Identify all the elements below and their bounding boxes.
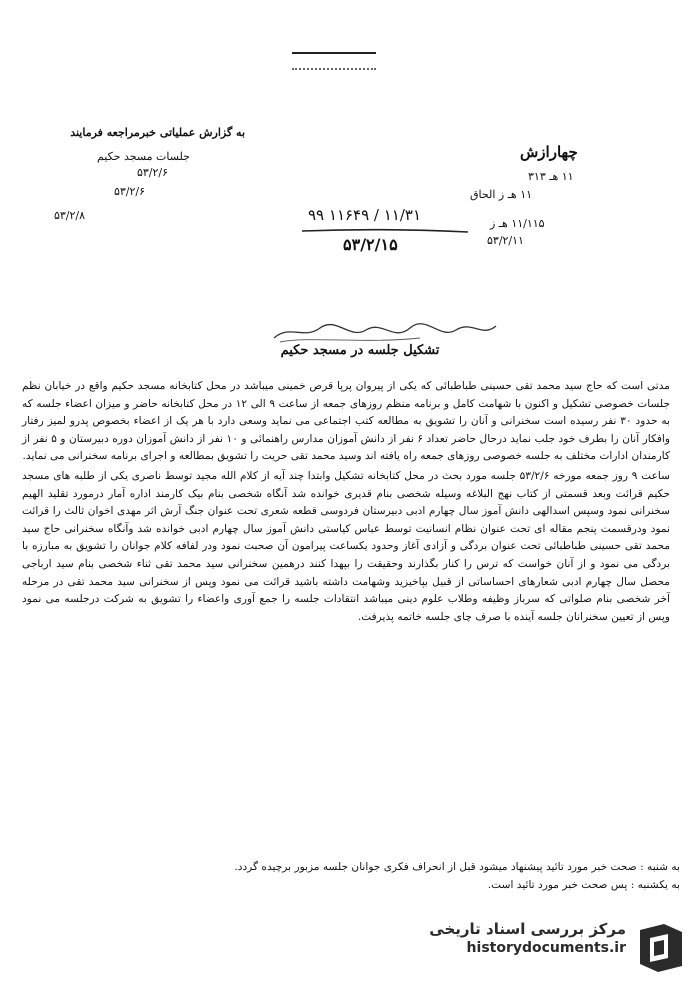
register-number: ۹۹ ۱۱۶۴۹ / ۱۱/۳۱ [308,206,422,224]
header-subject-line: جلسات مسجد حکیم [96,150,190,163]
footer-note-2: به یکشنبه : پس صحت خبر مورد تائید است. [487,879,680,891]
header-ref-b: ۱۱ هـ ز الحاق [470,188,533,201]
watermark-url: historydocuments.ir [466,940,626,956]
header-to-line: به گزارش عملیاتی خبرمراجعه فرمایند [70,126,245,139]
footer-notes [120,858,680,894]
header-date-c: ۵۳/۲/۸ [53,209,85,222]
header-ref-date: ۵۳/۲/۱۱ [487,234,524,247]
handwritten-scribble [270,318,500,346]
archive-logo-icon [634,922,688,974]
footer-note-1: به شنبه : صحت خبر مورد تائید پیشنهاد میشود قبل از انحراف فکری جوانان جلسه مزبور برچیده گردد. [234,861,680,873]
header-date-a: ۵۳/۲/۶ [136,166,168,179]
header-office: چهارازش [520,143,578,161]
document-body [22,378,670,626]
archive-watermark [420,920,690,976]
paragraph-1: مدتی است که حاج سید محمد تقی حسینی طباطبائی که یکی از پیروان پرپا قرص خمینی میباشد در محل کتابخانه مسجد حکیم واقع در خیابان نظم جلسات خصوصی تشکیل و اکنون با شهامت کامل و برنامه منظم روزهای جمعه از ساعت ۹ الی ۱۲ در محل کتابخانه حاضر و میزان اعضاء جلسه که به حدود ۳۰ نفر رسیده است سخنرانی و آنان را تشویق به مطالعه کتب اجتماعی می نماید وسعی دارد با هر یک از اعضاء بخصوص پدرو لمیز رفتار وافکار آنان را بطرف خود جلب نماید درحال حاضر تعداد ۶ نفر از دانش آموزان مدارس راهنمائی و ۱۰ نفر از دانش آموزان دوره دبیرستان و ۵ نفر از کارمندان ادارات مختلف به جلسه خصوصی روزهای جمعه راه یافته اند وسید محمد تقی حریت را تشویق بمطالعه و اجرای برنامه سخنرانی می نماید. [22,380,670,463]
header-date-b: ۵۳/۲/۶ [113,185,145,198]
watermark-name: مرکز بررسی اسناد تاریخی [429,920,626,938]
register-date: ۵۳/۲/۱۵ [343,235,398,254]
header-ref-a: ۱۱ هـ ۳۱۳ [528,170,574,183]
top-stamp-mark [292,52,376,70]
header-ref-c: ۱۱/۱۱۵ هـ ز [490,217,545,230]
paragraph-2: ساعت ۹ روز جمعه مورخه ۵۳/۲/۶ جلسه مورد بحث در محل کتابخانه تشکیل وابتدا چند آیه از کلام الله مجید توسط ناصری یکی از طلبه های مسجد حکیم قرائت وبعد قسمتی از کتاب نهج البلاغه وسیله شخصی بنام قدیری خوانده شد آنگاه شخصی بنام بیک کارمند اداره آمار درمورد تقلید الهیم سخنرانی نمود وسپس اسدالهی دانش آموز سال چهارم ادبی دبیرستان فردوسی قطعه شعری تحت عنوان جنگ آرش اثر مهدی اخوان ثالث را قرائت نمود ودرقسمت پنجم مقاله ای تحت عنوان نظام انسانیت توسط عباس کیاستی دانش آموز سال چهارم ادبی خوانده شد وآنگاه سخنرانی حاج سید محمد تقی حسینی طباطبائی تحت عنوان بردگی و آزادی آغاز وحدود یکساعت پیرامون آن صحبت نمود ودر لفافه کلام جوانان را تشویق به مبارزه با بردگی می نمود و از آنان خواست که ترس را کنار بگذارند وحقیقت را بپهدا کنند درهمین سخنرانی سید محمد تقی ثناء شخصی بنام سید ارباجی محصل سال چهارم ادبی شعارهای احساساتی از قبیل بپاخیزید وشهامت داشته باشید قرائت می نمود وپس از سخنرانی سید محمد تقی در مرحله آخر شخصی بنام صلواتی که سرباز وظیفه وطلاب علوم دینی میباشد انتقادات جلسه را جمع آوری واعضاء را تشویق به شرکت درجلسه می نمود وپس از تعیین سخنرانان جلسه آینده با صرف چای جلسه خاتمه پذیرفت. [22,469,671,623]
document-title: تشکیل جلسه در مسجد حکیم [280,343,440,358]
register-underline [300,228,470,234]
